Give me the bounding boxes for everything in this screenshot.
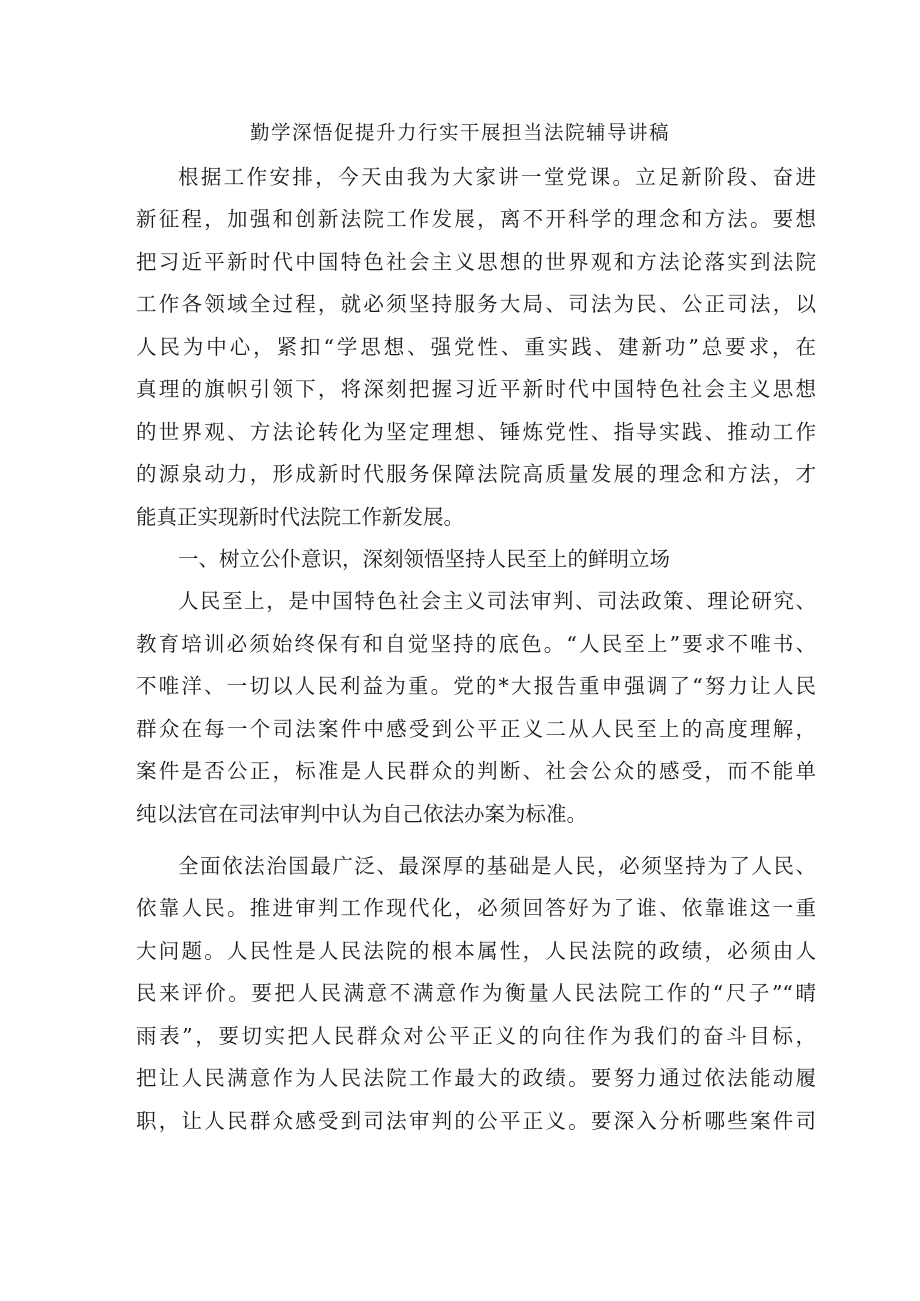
paragraph-line: 民来评价。要把人民满意不满意作为衡量人民法院工作的“尺子”“晴 [136, 981, 816, 1006]
paragraph-line: 真理的旗帜引领下，将深刻把握习近平新时代中国特色社会主义思想 [136, 377, 816, 402]
paragraph-line: 大问题。人民性是人民法院的根本属性，人民法院的政绩，必须由人 [136, 938, 816, 963]
paragraph-line: 人民为中心，紧扣“学思想、强党性、重实践、建新功”总要求，在 [136, 334, 816, 359]
section-heading: 一、树立公仆意识，深刻领悟坚持人民至上的鲜明立场 [178, 546, 670, 571]
paragraph-line: 把让人民满意作为人民法院工作最大的政绩。要努力通过依法能动履 [136, 1066, 816, 1091]
paragraph-line: 职，让人民群众感受到司法审判的公平正义。要深入分析哪些案件司 [136, 1108, 816, 1133]
paragraph-line: 全面依法治国最广泛、最深厚的基础是人民，必须坚持为了人民、 [178, 854, 816, 878]
document-body [136, 156, 816, 1142]
paragraph-line: 的源泉动力，形成新时代服务保障法院高质量发展的理念和方法，才 [136, 462, 816, 487]
paragraph-line: 案件是否公正，标准是人民群众的判断、社会公众的感受，而不能单 [136, 759, 816, 784]
paragraph-line: 把习近平新时代中国特色社会主义思想的世界观和方法论落实到法院 [136, 249, 816, 274]
paragraph-line: 的世界观、方法论转化为坚定理想、锤炼党性、指导实践、推动工作 [136, 419, 816, 444]
paragraph-line: 教育培训必须始终保有和自觉坚持的底色。“人民至上”要求不唯书、 [136, 631, 816, 656]
paragraph-line: 纯以法官在司法审判中认为自己依法办案为标准。 [136, 801, 587, 826]
paragraph-line: 依靠人民。推进审判工作现代化，必须回答好为了谁、依靠谁这一重 [136, 896, 816, 921]
paragraph-line: 雨表”，要切实把人民群众对公平正义的向往作为我们的奋斗目标， [136, 1023, 816, 1048]
paragraph-line: 工作各领域全过程，就必须坚持服务大局、司法为民、公正司法，以 [136, 292, 816, 317]
paragraph-line: 人民至上，是中国特色社会主义司法审判、司法政策、理论研究、 [178, 589, 816, 614]
paragraph-line: 能真正实现新时代法院工作新发展。 [136, 504, 464, 529]
paragraph-line: 根据工作安排，今天由我为大家讲一堂党课。立足新阶段、奋进 [178, 165, 816, 189]
paragraph-line: 群众在每一个司法案件中感受到公平正义二从人民至上的高度理解， [136, 716, 816, 741]
document-title: 勤学深悟促提升力行实干展担当法院辅导讲稿 [249, 121, 670, 144]
paragraph-line: 不唯洋、一切以人民利益为重。党的*大报告重申强调了“努力让人民 [136, 674, 816, 699]
paragraph-line: 新征程，加强和创新法院工作发展，离不开科学的理念和方法。要想 [136, 207, 816, 232]
paragraph-gap [136, 835, 816, 845]
